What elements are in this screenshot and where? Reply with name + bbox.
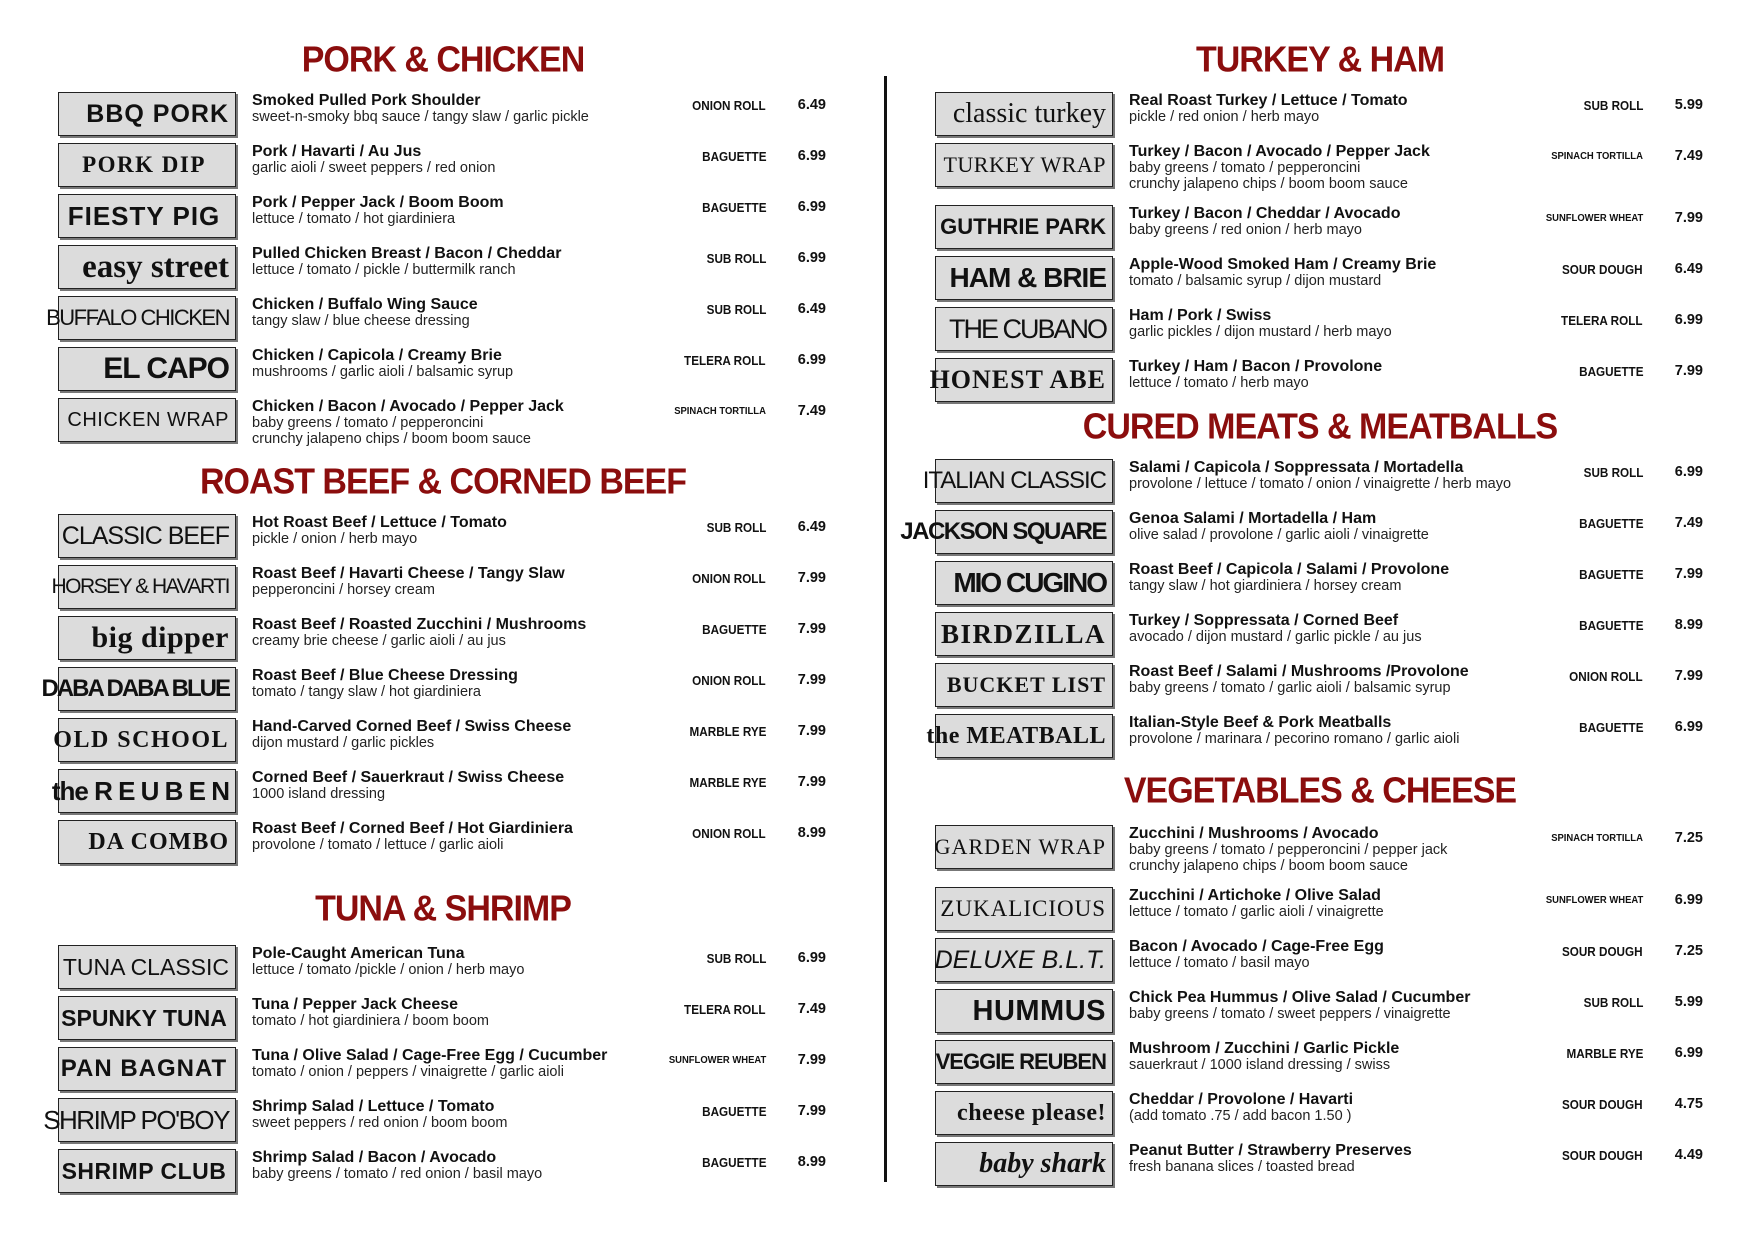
item-price: 6.49 [797, 97, 826, 113]
item-bread: BAGUETTE [701, 622, 766, 637]
menu-item [58, 396, 828, 458]
item-title: Turkey / Soppressata / Corned Beef [1129, 612, 1399, 629]
item-bread: TELERA ROLL [684, 353, 766, 368]
item-price: 7.99 [797, 723, 826, 739]
item-price: 8.99 [797, 1154, 826, 1170]
item-label: PAN BAGNAT [58, 1047, 236, 1091]
item-price: 7.99 [797, 1103, 826, 1119]
item-label: BBQ PORK [58, 92, 236, 136]
item-ingredients: tomato / onion / peppers / vinaigrette / garlic aioli [252, 1064, 564, 1080]
item-title: Roast Beef / Salami / Mushrooms /Provolone [1129, 663, 1469, 680]
item-label: HORSEY & HAVARTI [58, 565, 236, 609]
item-label: EL CAPO [58, 347, 236, 391]
item-price: 7.49 [797, 403, 826, 419]
menu-item [53, 716, 828, 767]
item-bread: BAGUETTE [1578, 720, 1643, 735]
item-price: 6.99 [1674, 719, 1703, 735]
section-title: PORK & CHICKEN [301, 40, 585, 80]
item-bread: BAGUETTE [701, 149, 766, 164]
item-title: Shrimp Salad / Bacon / Avocado [252, 1149, 497, 1166]
item-price: 6.99 [797, 352, 826, 368]
left-column [41, 40, 828, 1198]
item-price: 6.49 [797, 301, 826, 317]
item-ingredients: mushrooms / garlic aioli / balsamic syrup [252, 364, 514, 380]
item-bread: SOUR DOUGH [1562, 262, 1643, 277]
item-label: HONEST ABE [935, 358, 1113, 402]
section-tuna-shrimp [43, 889, 828, 1198]
item-bread: SPINACH TORTILLA [1551, 150, 1643, 162]
item-title: Cheddar / Provolone / Havarti [1129, 1091, 1354, 1108]
item-bread: SPINACH TORTILLA [1551, 832, 1643, 844]
item-label: THE CUBANO [935, 307, 1113, 351]
item-bread: BAGUETTE [1578, 364, 1643, 379]
item-label: ZUKALICIOUS [935, 887, 1113, 931]
item-bread: BAGUETTE [701, 1155, 766, 1170]
menu-item [58, 1045, 828, 1096]
item-price: 8.99 [797, 825, 826, 841]
item-label: TUNA CLASSIC [58, 945, 236, 989]
item-label: HUMMUS [935, 989, 1113, 1033]
item-bread: MARBLE RYE [1566, 1046, 1643, 1061]
item-price: 4.75 [1674, 1096, 1703, 1112]
item-price: 7.25 [1674, 943, 1703, 959]
item-title: Bacon / Avocado / Cage-Free Egg [1129, 938, 1384, 955]
item-title: Hot Roast Beef / Lettuce / Tomato [252, 514, 507, 531]
item-label: DELUXE B.L.T. [935, 938, 1113, 982]
item-bread: SOUR DOUGH [1562, 944, 1643, 959]
item-ingredients: sweet peppers / red onion / boom boom [252, 1115, 508, 1131]
menu-item [935, 141, 1705, 203]
item-ingredients-2: crunchy jalapeno chips / boom boom sauce [252, 431, 531, 447]
item-title: Mushroom / Zucchini / Garlic Pickle [1129, 1040, 1400, 1057]
menu-item [58, 192, 828, 243]
menu-item [58, 345, 828, 396]
item-title: Chick Pea Hummus / Olive Salad / Cucumber [1129, 989, 1471, 1006]
section-title: TUNA & SHRIMP [315, 889, 571, 929]
menu-item [935, 823, 1705, 885]
item-price: 6.99 [797, 250, 826, 266]
item-bread: BAGUETTE [1578, 516, 1643, 531]
item-price: 7.99 [797, 1052, 826, 1068]
menu-item [46, 294, 828, 345]
item-ingredients: tomato / balsamic syrup / dijon mustard [1129, 273, 1382, 289]
menu-item [929, 356, 1705, 407]
menu-item [935, 661, 1705, 712]
item-ingredients: baby greens / tomato / pepperoncini / pepper jack [1129, 842, 1448, 858]
item-ingredients: olive salad / provolone / garlic aioli / vinaigrette [1129, 527, 1429, 543]
menu-item [58, 614, 828, 665]
item-label: cheese please! [935, 1091, 1113, 1135]
item-price: 7.49 [1674, 148, 1703, 164]
menu-item [58, 994, 828, 1045]
item-ingredients: tomato / hot giardiniera / boom boom [252, 1013, 489, 1029]
item-price: 6.99 [797, 950, 826, 966]
menu-item [935, 885, 1705, 936]
menu-item [58, 90, 828, 141]
item-label: ITALIAN CLASSIC [935, 459, 1113, 503]
item-title: Pork / Pepper Jack / Boom Boom [252, 194, 504, 211]
section-cured-meats [900, 407, 1705, 763]
item-label: BUCKET LIST [935, 663, 1113, 707]
item-ingredients: garlic pickles / dijon mustard / herb mayo [1129, 324, 1392, 340]
item-bread: ONION ROLL [692, 98, 766, 113]
item-title: Tuna / Pepper Jack Cheese [252, 996, 459, 1013]
item-label: OLD SCHOOL [58, 718, 236, 762]
item-ingredients: provolone / lettuce / tomato / onion / vinaigrette / herb mayo [1129, 476, 1512, 492]
item-price: 7.99 [1674, 566, 1703, 582]
menu-item [58, 141, 828, 192]
item-bread: ONION ROLL [692, 826, 766, 841]
menu-item [935, 254, 1705, 305]
menu-item [935, 610, 1705, 661]
item-bread: TELERA ROLL [1561, 313, 1643, 328]
item-price: 4.49 [1674, 1147, 1703, 1163]
item-ingredients: sweet-n-smoky bbq sauce / tangy slaw / garlic pickle [252, 109, 589, 125]
item-ingredients: fresh banana slices / toasted bread [1129, 1159, 1355, 1175]
item-label: BUFFALO CHICKEN [58, 296, 236, 340]
item-ingredients: baby greens / tomato / pepperoncini [252, 415, 484, 431]
item-title: Genoa Salami / Mortadella / Ham [1129, 510, 1377, 527]
section-turkey-ham [929, 40, 1705, 407]
section-title: ROAST BEEF & CORNED BEEF [199, 462, 687, 502]
item-ingredients: lettuce / tomato / basil mayo [1129, 955, 1310, 971]
menu-item [935, 987, 1705, 1038]
column-divider [884, 76, 887, 1182]
item-title: Zucchini / Mushrooms / Avocado [1129, 825, 1379, 842]
item-label: SHRIMP PO'BOY [58, 1098, 236, 1142]
item-bread: SOUR DOUGH [1562, 1097, 1643, 1112]
item-title: Corned Beef / Sauerkraut / Swiss Cheese [252, 769, 565, 786]
item-title: Pork / Havarti / Au Jus [252, 143, 422, 160]
item-title: Chicken / Capicola / Creamy Brie [252, 347, 502, 364]
item-title: Shrimp Salad / Lettuce / Tomato [252, 1098, 495, 1115]
section-title: TURKEY & HAM [1195, 40, 1445, 80]
item-label: TURKEY WRAP [935, 143, 1113, 187]
item-ingredients: garlic aioli / sweet peppers / red onion [252, 160, 496, 176]
item-bread: ONION ROLL [692, 571, 766, 586]
item-title: Chicken / Buffalo Wing Sauce [252, 296, 478, 313]
item-ingredients: lettuce / tomato / pickle / buttermilk ranch [252, 262, 516, 278]
item-bread: ONION ROLL [1569, 669, 1643, 684]
item-bread: TELERA ROLL [684, 1002, 766, 1017]
item-ingredients: lettuce / tomato / hot giardiniera [252, 211, 456, 227]
item-price: 6.49 [797, 519, 826, 535]
item-title: Hand-Carved Corned Beef / Swiss Cheese [252, 718, 572, 735]
menu-item [51, 767, 828, 818]
menu-item [41, 665, 828, 716]
item-ingredients: provolone / marinara / pecorino romano / garlic aioli [1129, 731, 1460, 747]
item-ingredients-2: crunchy jalapeno chips / boom boom sauce [1129, 858, 1408, 874]
item-ingredients: lettuce / tomato / herb mayo [1129, 375, 1309, 391]
item-label: FIESTY PIG [58, 194, 236, 238]
item-price: 7.49 [1674, 515, 1703, 531]
item-bread: BAGUETTE [1578, 618, 1643, 633]
item-ingredients: provolone / tomato / lettuce / garlic aioli [252, 837, 504, 853]
item-ingredients: baby greens / tomato / sweet peppers / vinaigrette [1129, 1006, 1451, 1022]
item-ingredients: tangy slaw / blue cheese dressing [252, 313, 470, 329]
item-price: 5.99 [1674, 994, 1703, 1010]
item-title: Ham / Pork / Swiss [1129, 307, 1272, 324]
menu-item [58, 512, 828, 563]
item-bread: BAGUETTE [701, 1104, 766, 1119]
item-bread: SOUR DOUGH [1562, 1148, 1643, 1163]
item-price: 7.99 [797, 774, 826, 790]
item-ingredients: tomato / tangy slaw / hot giardiniera [252, 684, 481, 700]
item-price: 7.99 [797, 672, 826, 688]
menu-item [58, 1147, 828, 1198]
item-bread: SUB ROLL [706, 302, 766, 317]
item-bread: SPINACH TORTILLA [674, 405, 766, 417]
item-price: 7.25 [1674, 830, 1703, 846]
menu-item [935, 1089, 1705, 1140]
item-title: Italian-Style Beef & Pork Meatballs [1129, 714, 1392, 731]
item-label: JACKSON SQUARE [935, 510, 1113, 554]
item-label: classic turkey [935, 92, 1113, 136]
item-bread: SUB ROLL [706, 520, 766, 535]
item-label: SPUNKY TUNA [58, 996, 236, 1040]
item-price: 8.99 [1674, 617, 1703, 633]
item-label: GARDEN WRAP [935, 825, 1113, 869]
item-title: Roast Beef / Blue Cheese Dressing [252, 667, 518, 684]
item-price: 7.99 [797, 621, 826, 637]
item-price: 6.99 [1674, 464, 1703, 480]
menu-item [43, 1096, 828, 1147]
section-roast-beef [41, 462, 828, 869]
menu-item [935, 203, 1705, 254]
item-ingredients: creamy brie cheese / garlic aioli / au jus [252, 633, 506, 649]
menu-item [58, 243, 828, 294]
item-price: 6.99 [797, 148, 826, 164]
item-bread: SUB ROLL [706, 951, 766, 966]
item-bread: BAGUETTE [1578, 567, 1643, 582]
item-price: 7.99 [1674, 668, 1703, 684]
item-label: easy street [58, 245, 236, 289]
item-label: SHRIMP CLUB [58, 1149, 236, 1193]
section-title: VEGETABLES & CHEESE [1123, 771, 1517, 811]
menu-item [58, 818, 828, 869]
item-title: Pulled Chicken Breast / Bacon / Cheddar [252, 245, 562, 262]
item-title: Tuna / Olive Salad / Cage-Free Egg / Cucumber [252, 1047, 608, 1064]
item-ingredients: pepperoncini / horsey cream [252, 582, 435, 598]
item-title: Roast Beef / Roasted Zucchini / Mushrooms [252, 616, 587, 633]
item-title: Peanut Butter / Strawberry Preserves [1129, 1142, 1412, 1159]
menu-item [935, 90, 1705, 141]
item-bread: SUB ROLL [1583, 995, 1643, 1010]
item-price: 7.49 [797, 1001, 826, 1017]
item-bread: SUNFLOWER WHEAT [1545, 894, 1643, 906]
item-title: Zucchini / Artichoke / Olive Salad [1129, 887, 1381, 904]
item-title: Smoked Pulled Pork Shoulder [252, 92, 481, 109]
item-ingredients: lettuce / tomato / garlic aioli / vinaigrette [1129, 904, 1384, 920]
item-price: 7.99 [1674, 210, 1703, 226]
menu-item [935, 1038, 1705, 1089]
item-title: Pole-Caught American Tuna [252, 945, 465, 962]
item-ingredients: lettuce / tomato /pickle / onion / herb mayo [252, 962, 525, 978]
item-label: GUTHRIE PARK [935, 205, 1113, 249]
item-title: Chicken / Bacon / Avocado / Pepper Jack [252, 398, 564, 415]
item-price: 6.49 [1674, 261, 1703, 277]
item-label: BIRDZILLA [935, 612, 1113, 656]
item-label: big dipper [58, 616, 236, 660]
item-price: 6.99 [797, 199, 826, 215]
item-ingredients: baby greens / tomato / garlic aioli / balsamic syrup [1129, 680, 1451, 696]
item-bread: SUB ROLL [1583, 98, 1643, 113]
menu-item [935, 936, 1705, 987]
item-label: HAM & BRIE [935, 256, 1113, 300]
item-title: Roast Beef / Havarti Cheese / Tangy Slaw [252, 565, 565, 582]
item-ingredients: 1000 island dressing [252, 786, 386, 802]
section-pork-chicken [46, 40, 828, 458]
item-label: CHICKEN WRAP [58, 398, 236, 442]
item-label: CLASSIC BEEF [58, 514, 236, 558]
item-title: Roast Beef / Capicola / Salami / Provolone [1129, 561, 1450, 578]
item-label: baby shark [935, 1142, 1113, 1186]
item-bread: SUNFLOWER WHEAT [1545, 212, 1643, 224]
item-label: the MEATBALL [935, 714, 1113, 758]
item-ingredients: tangy slaw / hot giardiniera / horsey cream [1129, 578, 1402, 594]
menu-item [900, 508, 1705, 559]
menu-item [926, 712, 1705, 763]
item-label: MIO CUGINO [935, 561, 1113, 605]
item-title: Roast Beef / Corned Beef / Hot Giardiniera [252, 820, 573, 837]
item-ingredients: baby greens / red onion / herb mayo [1129, 222, 1362, 238]
item-ingredients-2: crunchy jalapeno chips / boom boom sauce [1129, 176, 1408, 192]
menu-item [935, 559, 1705, 610]
menu-item [58, 943, 828, 994]
item-ingredients: pickle / onion / herb mayo [252, 531, 418, 547]
item-bread: ONION ROLL [692, 673, 766, 688]
item-label: the R E U B E N [58, 769, 236, 813]
item-label: DA COMBO [58, 820, 236, 864]
item-title: Turkey / Ham / Bacon / Provolone [1129, 358, 1383, 375]
menu-item [935, 1140, 1705, 1191]
item-bread: SUNFLOWER WHEAT [668, 1054, 766, 1066]
right-column [900, 40, 1705, 1191]
item-ingredients: dijon mustard / garlic pickles [252, 735, 435, 751]
item-title: Turkey / Bacon / Cheddar / Avocado [1129, 205, 1401, 222]
item-bread: MARBLE RYE [689, 775, 766, 790]
menu-item [51, 563, 828, 614]
item-bread: SUB ROLL [1583, 465, 1643, 480]
item-label: DABA DABA BLUE [58, 667, 236, 711]
item-bread: SUB ROLL [706, 251, 766, 266]
item-ingredients: pickle / red onion / herb mayo [1129, 109, 1320, 125]
item-price: 7.99 [1674, 363, 1703, 379]
item-ingredients: baby greens / tomato / pepperoncini [1129, 160, 1361, 176]
item-price: 7.99 [797, 570, 826, 586]
menu-item [922, 457, 1705, 508]
item-label: PORK DIP [58, 143, 236, 187]
item-ingredients: baby greens / tomato / red onion / basil mayo [252, 1166, 543, 1182]
section-vegetables-cheese [935, 771, 1705, 1191]
item-title: Turkey / Bacon / Avocado / Pepper Jack [1129, 143, 1430, 160]
item-price: 6.99 [1674, 892, 1703, 908]
item-label: VEGGIE REUBEN [935, 1040, 1113, 1084]
item-price: 6.99 [1674, 1045, 1703, 1061]
item-price: 5.99 [1674, 97, 1703, 113]
item-ingredients: avocado / dijon mustard / garlic pickle / au jus [1129, 629, 1422, 645]
item-price: 6.99 [1674, 312, 1703, 328]
item-title: Salami / Capicola / Soppressata / Mortadella [1129, 459, 1464, 476]
item-bread: MARBLE RYE [689, 724, 766, 739]
item-ingredients: sauerkraut / 1000 island dressing / swiss [1129, 1057, 1391, 1073]
item-title: Apple-Wood Smoked Ham / Creamy Brie [1129, 256, 1437, 273]
menu-item [935, 305, 1705, 356]
section-title: CURED MEATS & MEATBALLS [1082, 407, 1558, 447]
item-ingredients: (add tomato .75 / add bacon 1.50 ) [1129, 1108, 1352, 1124]
item-title: Real Roast Turkey / Lettuce / Tomato [1129, 92, 1408, 109]
item-bread: BAGUETTE [701, 200, 766, 215]
